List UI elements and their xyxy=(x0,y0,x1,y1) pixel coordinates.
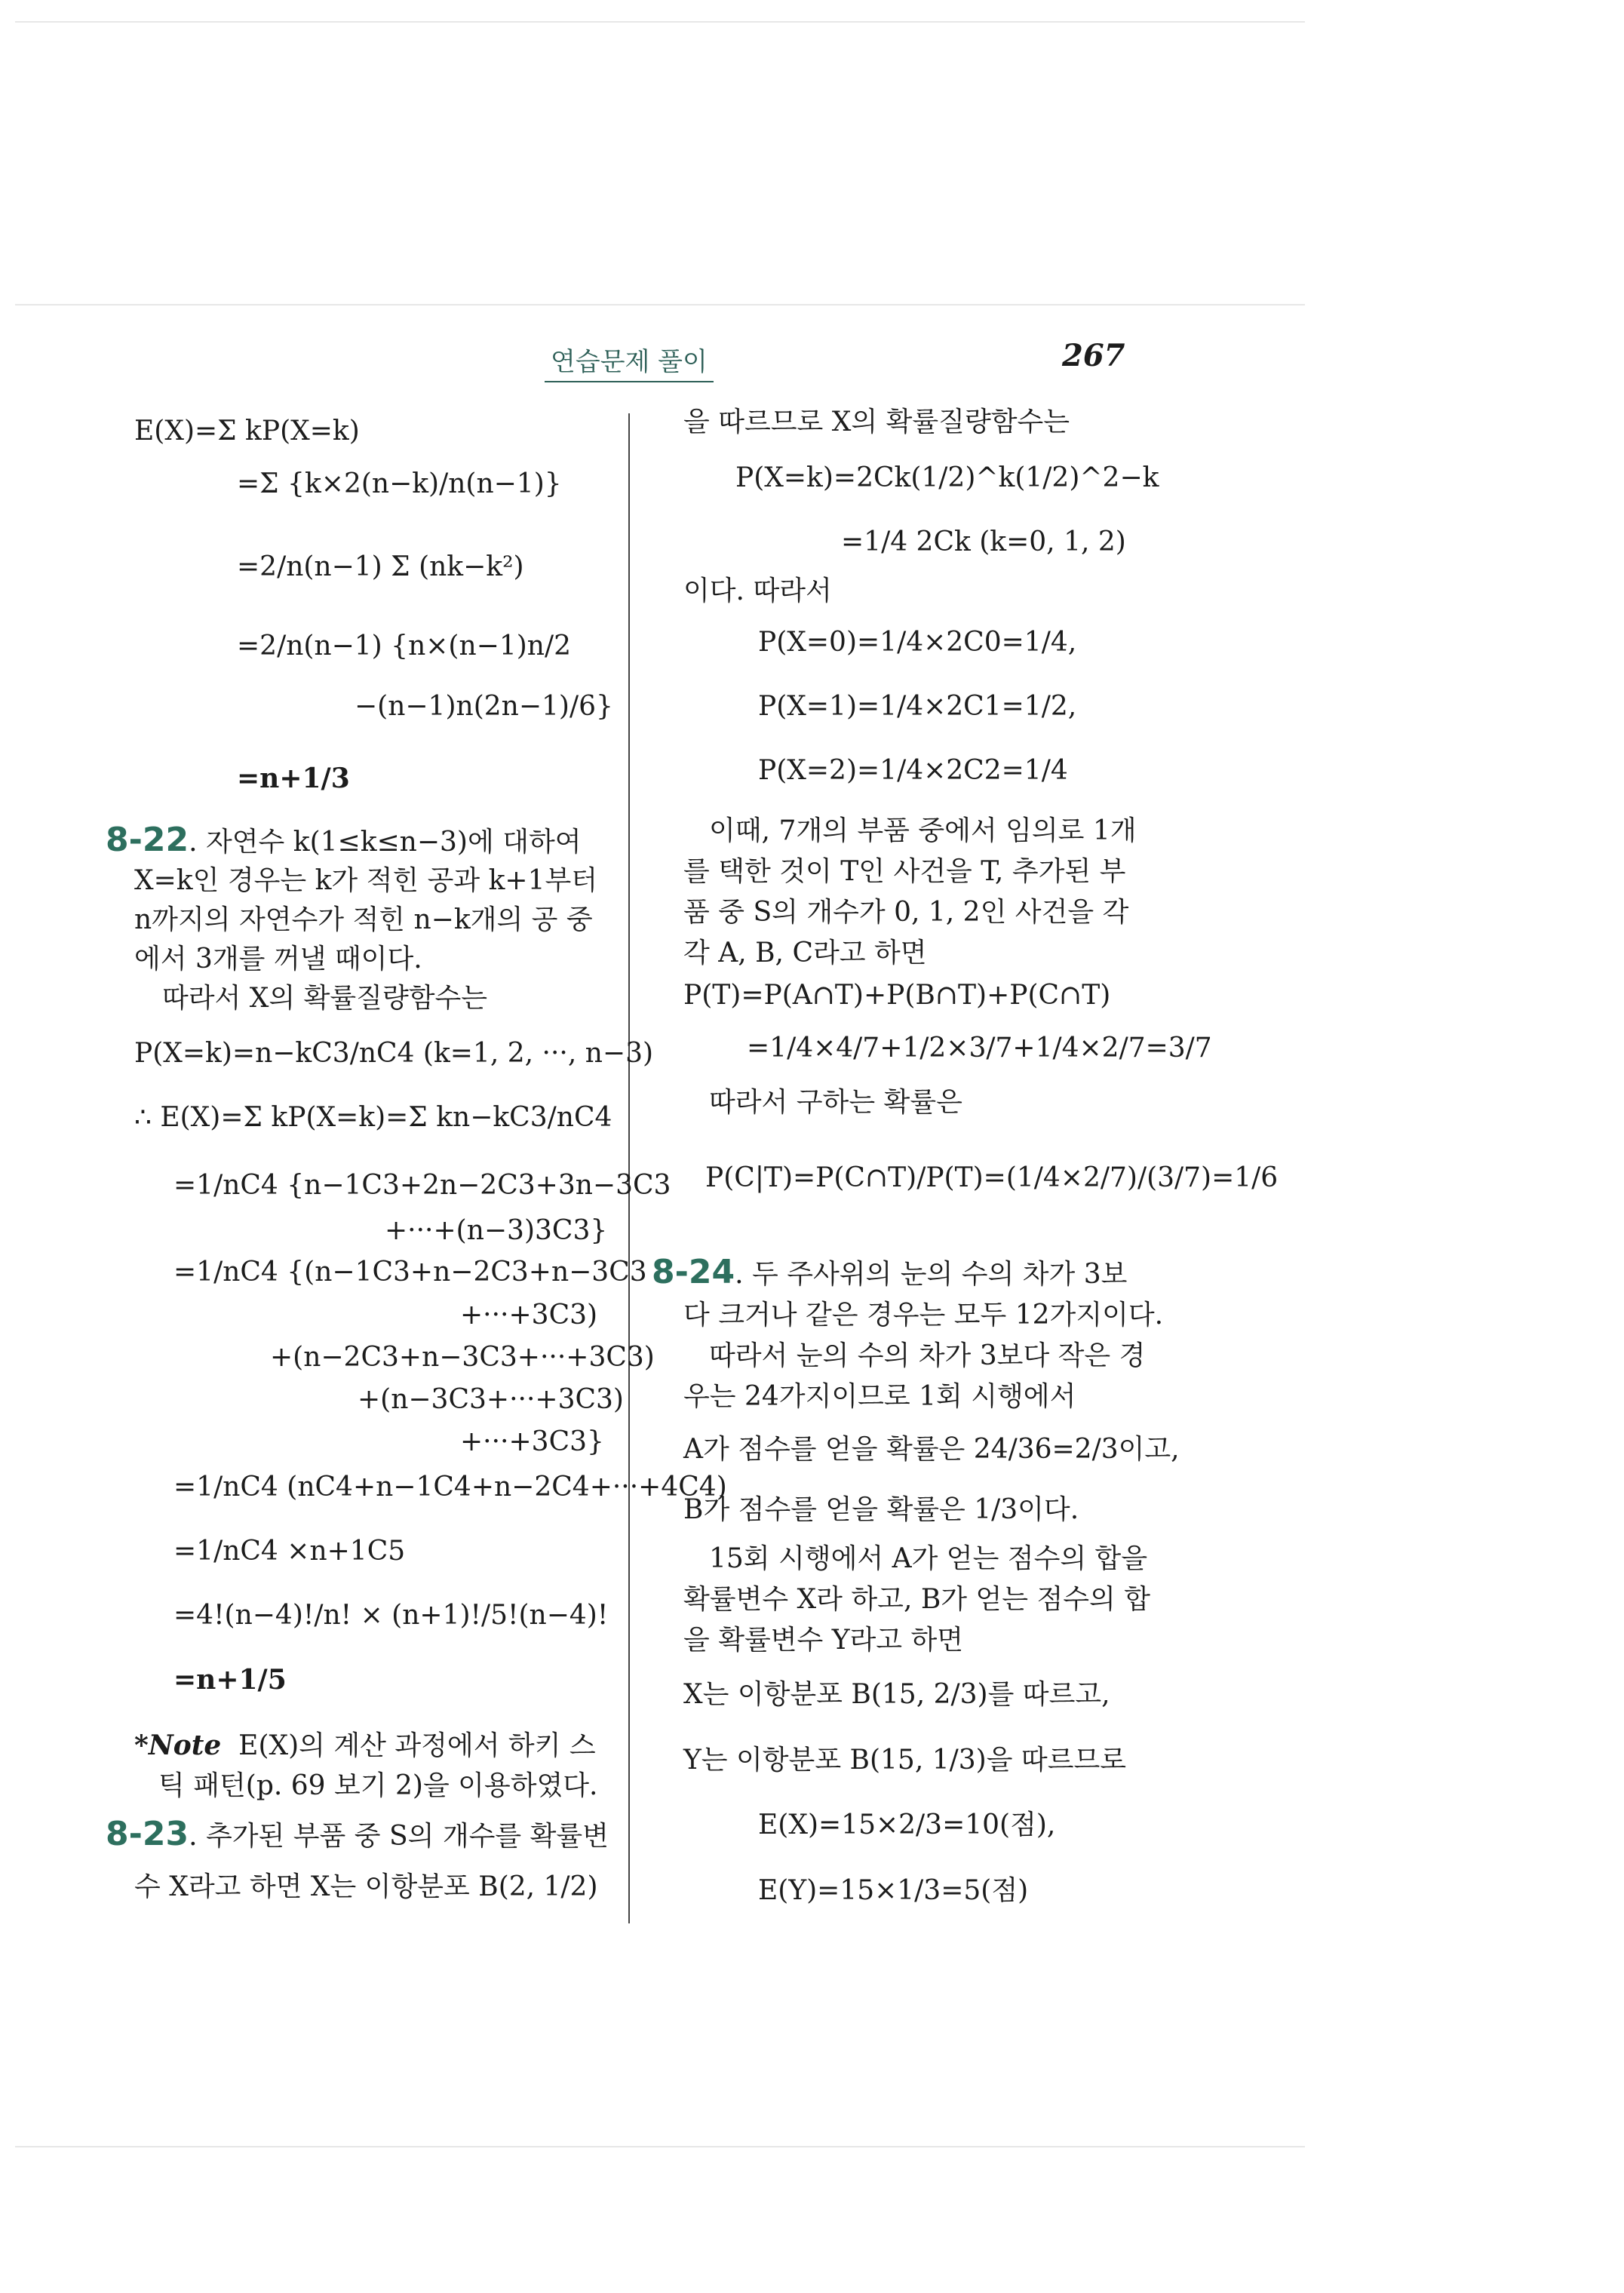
r-line-5: 품 중 S의 개수가 0, 1, 2인 사건을 각 xyxy=(683,897,1129,928)
p3-line-6: =n+1/3 xyxy=(237,763,350,794)
r-pmf-2: =1/4 2Ck (k=0, 1, 2) xyxy=(841,526,1126,557)
problem-number-8-23: 8-23 xyxy=(106,1815,189,1853)
r-line-3: 이때, 7개의 부품 중에서 임의로 1개 xyxy=(709,815,1137,846)
problem-8-24-line-9: 을 확률변수 Y라고 하면 xyxy=(683,1625,964,1656)
column-divider xyxy=(628,413,630,1923)
r-pt-1: P(T)=P(A∩T)+P(B∩T)+P(C∩T) xyxy=(683,980,1111,1011)
p3-line-3: =2/n(n−1) Σ (nk−k²) xyxy=(237,551,524,582)
problem-8-24-line-3: 따라서 눈의 수의 차가 3보다 작은 경 xyxy=(709,1340,1146,1371)
p22-expectation-2: =1/nC4 {n−1C3+2n−2C3+3n−3C3 xyxy=(173,1170,671,1201)
r-line-1: 을 따르므로 X의 확률질량함수는 xyxy=(683,407,1070,437)
p22-expectation-10: =1/nC4 ×n+1C5 xyxy=(173,1536,406,1567)
page-bottom-rule xyxy=(15,2146,1305,2147)
problem-8-22-line-4: 에서 3개를 꺼낼 때이다. xyxy=(134,944,422,975)
problem-number-8-22: 8-22 xyxy=(106,821,189,859)
p22-expectation-6: +(n−2C3+n−3C3+···+3C3) xyxy=(270,1342,655,1373)
problem-8-24-line-5: A가 점수를 얻을 확률은 24/36=2/3이고, xyxy=(683,1434,1180,1465)
r-p2: P(X=2)=1/4×2C2=1/4 xyxy=(758,755,1068,786)
r-pmf-1: P(X=k)=2Ck(1/2)^k(1/2)^2−k xyxy=(735,462,1159,493)
problem-8-24-line-8: 확률변수 X라 하고, B가 얻는 점수의 합 xyxy=(683,1584,1151,1615)
r-pt-2: =1/4×4/7+1/2×3/7+1/4×2/7=3/7 xyxy=(747,1033,1212,1064)
r-conditional: P(C|T)=P(C∩T)/P(T)=(1/4×2/7)/(3/7)=1/6 xyxy=(705,1162,1279,1193)
p3-line-5: −(n−1)n(2n−1)/6} xyxy=(355,691,613,722)
problem-8-23-line-2: 수 X라고 하면 X는 이항분포 B(2, 1/2) xyxy=(134,1871,598,1902)
note-label: *Note xyxy=(134,1730,222,1761)
p3-line-1: E(X)=Σ kP(X=k) xyxy=(134,416,360,447)
problem-8-22-line-3: n까지의 자연수가 적힌 n−k개의 공 중 xyxy=(134,904,593,935)
header-page-number: 267 xyxy=(1062,338,1125,373)
p24-ey: E(Y)=15×1/3=5(점) xyxy=(758,1875,1029,1906)
p22-expectation-9: =1/nC4 (nC4+n−1C4+n−2C4+···+4C4) xyxy=(173,1472,727,1503)
r-p1: P(X=1)=1/4×2C1=1/2, xyxy=(758,691,1077,722)
problem-8-24-line-11: Y는 이항분포 B(15, 1/3)을 따르므로 xyxy=(683,1745,1127,1776)
p22-expectation-4: =1/nC4 {(n−1C3+n−2C3+n−3C3 xyxy=(173,1257,647,1288)
p22-expectation-3: +···+(n−3)3C3} xyxy=(385,1215,608,1246)
r-p0: P(X=0)=1/4×2C0=1/4, xyxy=(758,627,1077,658)
problem-8-24-line-1: 8-24. 두 주사위의 눈의 수의 차가 3보 xyxy=(652,1253,1128,1291)
r-line-2: 이다. 따라서 xyxy=(683,576,832,606)
problem-8-24-line-6: B가 점수를 얻을 확률은 1/3이다. xyxy=(683,1494,1079,1525)
r-line-6: 각 A, B, C라고 하면 xyxy=(683,938,927,968)
r-line-4: 를 택한 것이 T인 사건을 T, 추가된 부 xyxy=(683,856,1126,887)
problem-8-22-line-5: 따라서 X의 확률질량함수는 xyxy=(162,983,488,1014)
top-edge-rule xyxy=(15,21,1305,23)
problem-8-24-line-4: 우는 24가지이므로 1회 시행에서 xyxy=(683,1381,1076,1412)
problem-8-23-line-1: 8-23. 추가된 부품 중 S의 개수를 확률변 xyxy=(106,1815,609,1853)
problem-8-24-line-2: 다 크거나 같은 경우는 모두 12가지이다. xyxy=(683,1300,1164,1331)
p22-expectation-7: +(n−3C3+···+3C3) xyxy=(358,1384,624,1415)
page-top-rule xyxy=(15,304,1305,305)
problem-8-22-line-1: 8-22. 자연수 k(1≤k≤n−3)에 대하여 xyxy=(106,821,582,859)
p22-expectation-8: +···+3C3} xyxy=(460,1426,604,1457)
p24-ex: E(X)=15×2/3=10(점), xyxy=(758,1810,1056,1840)
note-line-2: 틱 패턴(p. 69 보기 2)을 이용하였다. xyxy=(158,1770,598,1801)
problem-8-22-line-2: X=k인 경우는 k가 적힌 공과 k+1부터 xyxy=(134,865,598,896)
p22-expectation-5: +···+3C3) xyxy=(460,1300,598,1331)
p22-expectation-1: ∴ E(X)=Σ kP(X=k)=Σ kn−kC3/nC4 xyxy=(134,1102,612,1133)
p3-line-4: =2/n(n−1) {n×(n−1)n/2 xyxy=(237,631,571,662)
problem-8-24-line-10: X는 이항분포 B(15, 2/3)를 따르고, xyxy=(683,1679,1110,1710)
problem-8-24-line-7: 15회 시행에서 A가 얻는 점수의 합을 xyxy=(709,1543,1148,1574)
p22-expectation-12: =n+1/5 xyxy=(173,1664,287,1696)
header-section-title: 연습문제 풀이 xyxy=(545,341,714,382)
note-line-1: *Note E(X)의 계산 과정에서 하키 스 xyxy=(134,1730,596,1761)
p22-pmf: P(X=k)=n−kC3/nC4 (k=1, 2, ···, n−3) xyxy=(134,1038,654,1069)
problem-number-8-24: 8-24 xyxy=(652,1253,735,1291)
r-line-7: 따라서 구하는 확률은 xyxy=(709,1087,962,1118)
p22-expectation-11: =4!(n−4)!/n! × (n+1)!/5!(n−4)! xyxy=(173,1600,609,1631)
p3-line-2: =Σ {k×2(n−k)/n(n−1)} xyxy=(237,468,562,499)
